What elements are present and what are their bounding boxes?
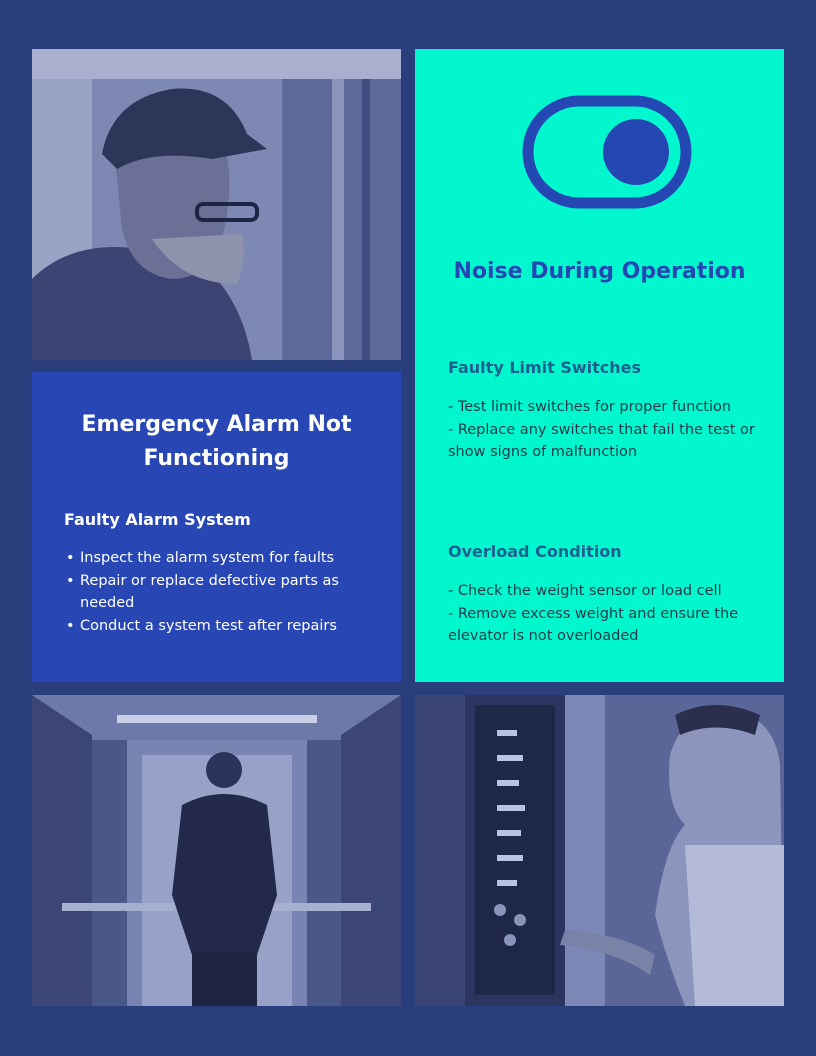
list-item: • Repair or replace defective parts as needed bbox=[66, 570, 386, 615]
toggle-switch-icon bbox=[522, 95, 692, 209]
step-line: - Remove excess weight and ensure the elevator is not overloaded bbox=[448, 605, 739, 644]
list-item: • Conduct a system test after repairs bbox=[66, 615, 386, 638]
photo-elevator-cabin bbox=[32, 695, 401, 1006]
alarm-issue-card bbox=[32, 372, 401, 682]
noise-issue-card bbox=[415, 49, 784, 682]
alarm-subtitle: Faulty Alarm System bbox=[64, 510, 251, 529]
photo-control-panel bbox=[415, 695, 784, 1006]
overload-steps bbox=[448, 580, 758, 648]
noise-title: Noise During Operation bbox=[453, 259, 746, 284]
limit-switches-steps bbox=[448, 396, 758, 464]
noise-subtitle-overload: Overload Condition bbox=[448, 542, 622, 561]
alarm-title: Emergency Alarm Not Functioning bbox=[81, 412, 352, 471]
photo-man-in-cap bbox=[32, 49, 401, 360]
noise-subtitle-limit-switches: Faulty Limit Switches bbox=[448, 358, 642, 377]
step-line: - Replace any switches that fail the test or show signs of malfunction bbox=[448, 421, 755, 460]
step-line: - Check the weight sensor or load cell bbox=[448, 583, 722, 599]
step-line: - Test limit switches for proper function bbox=[448, 399, 732, 415]
alarm-steps-list bbox=[66, 547, 386, 637]
list-item: • Inspect the alarm system for faults bbox=[66, 547, 386, 570]
